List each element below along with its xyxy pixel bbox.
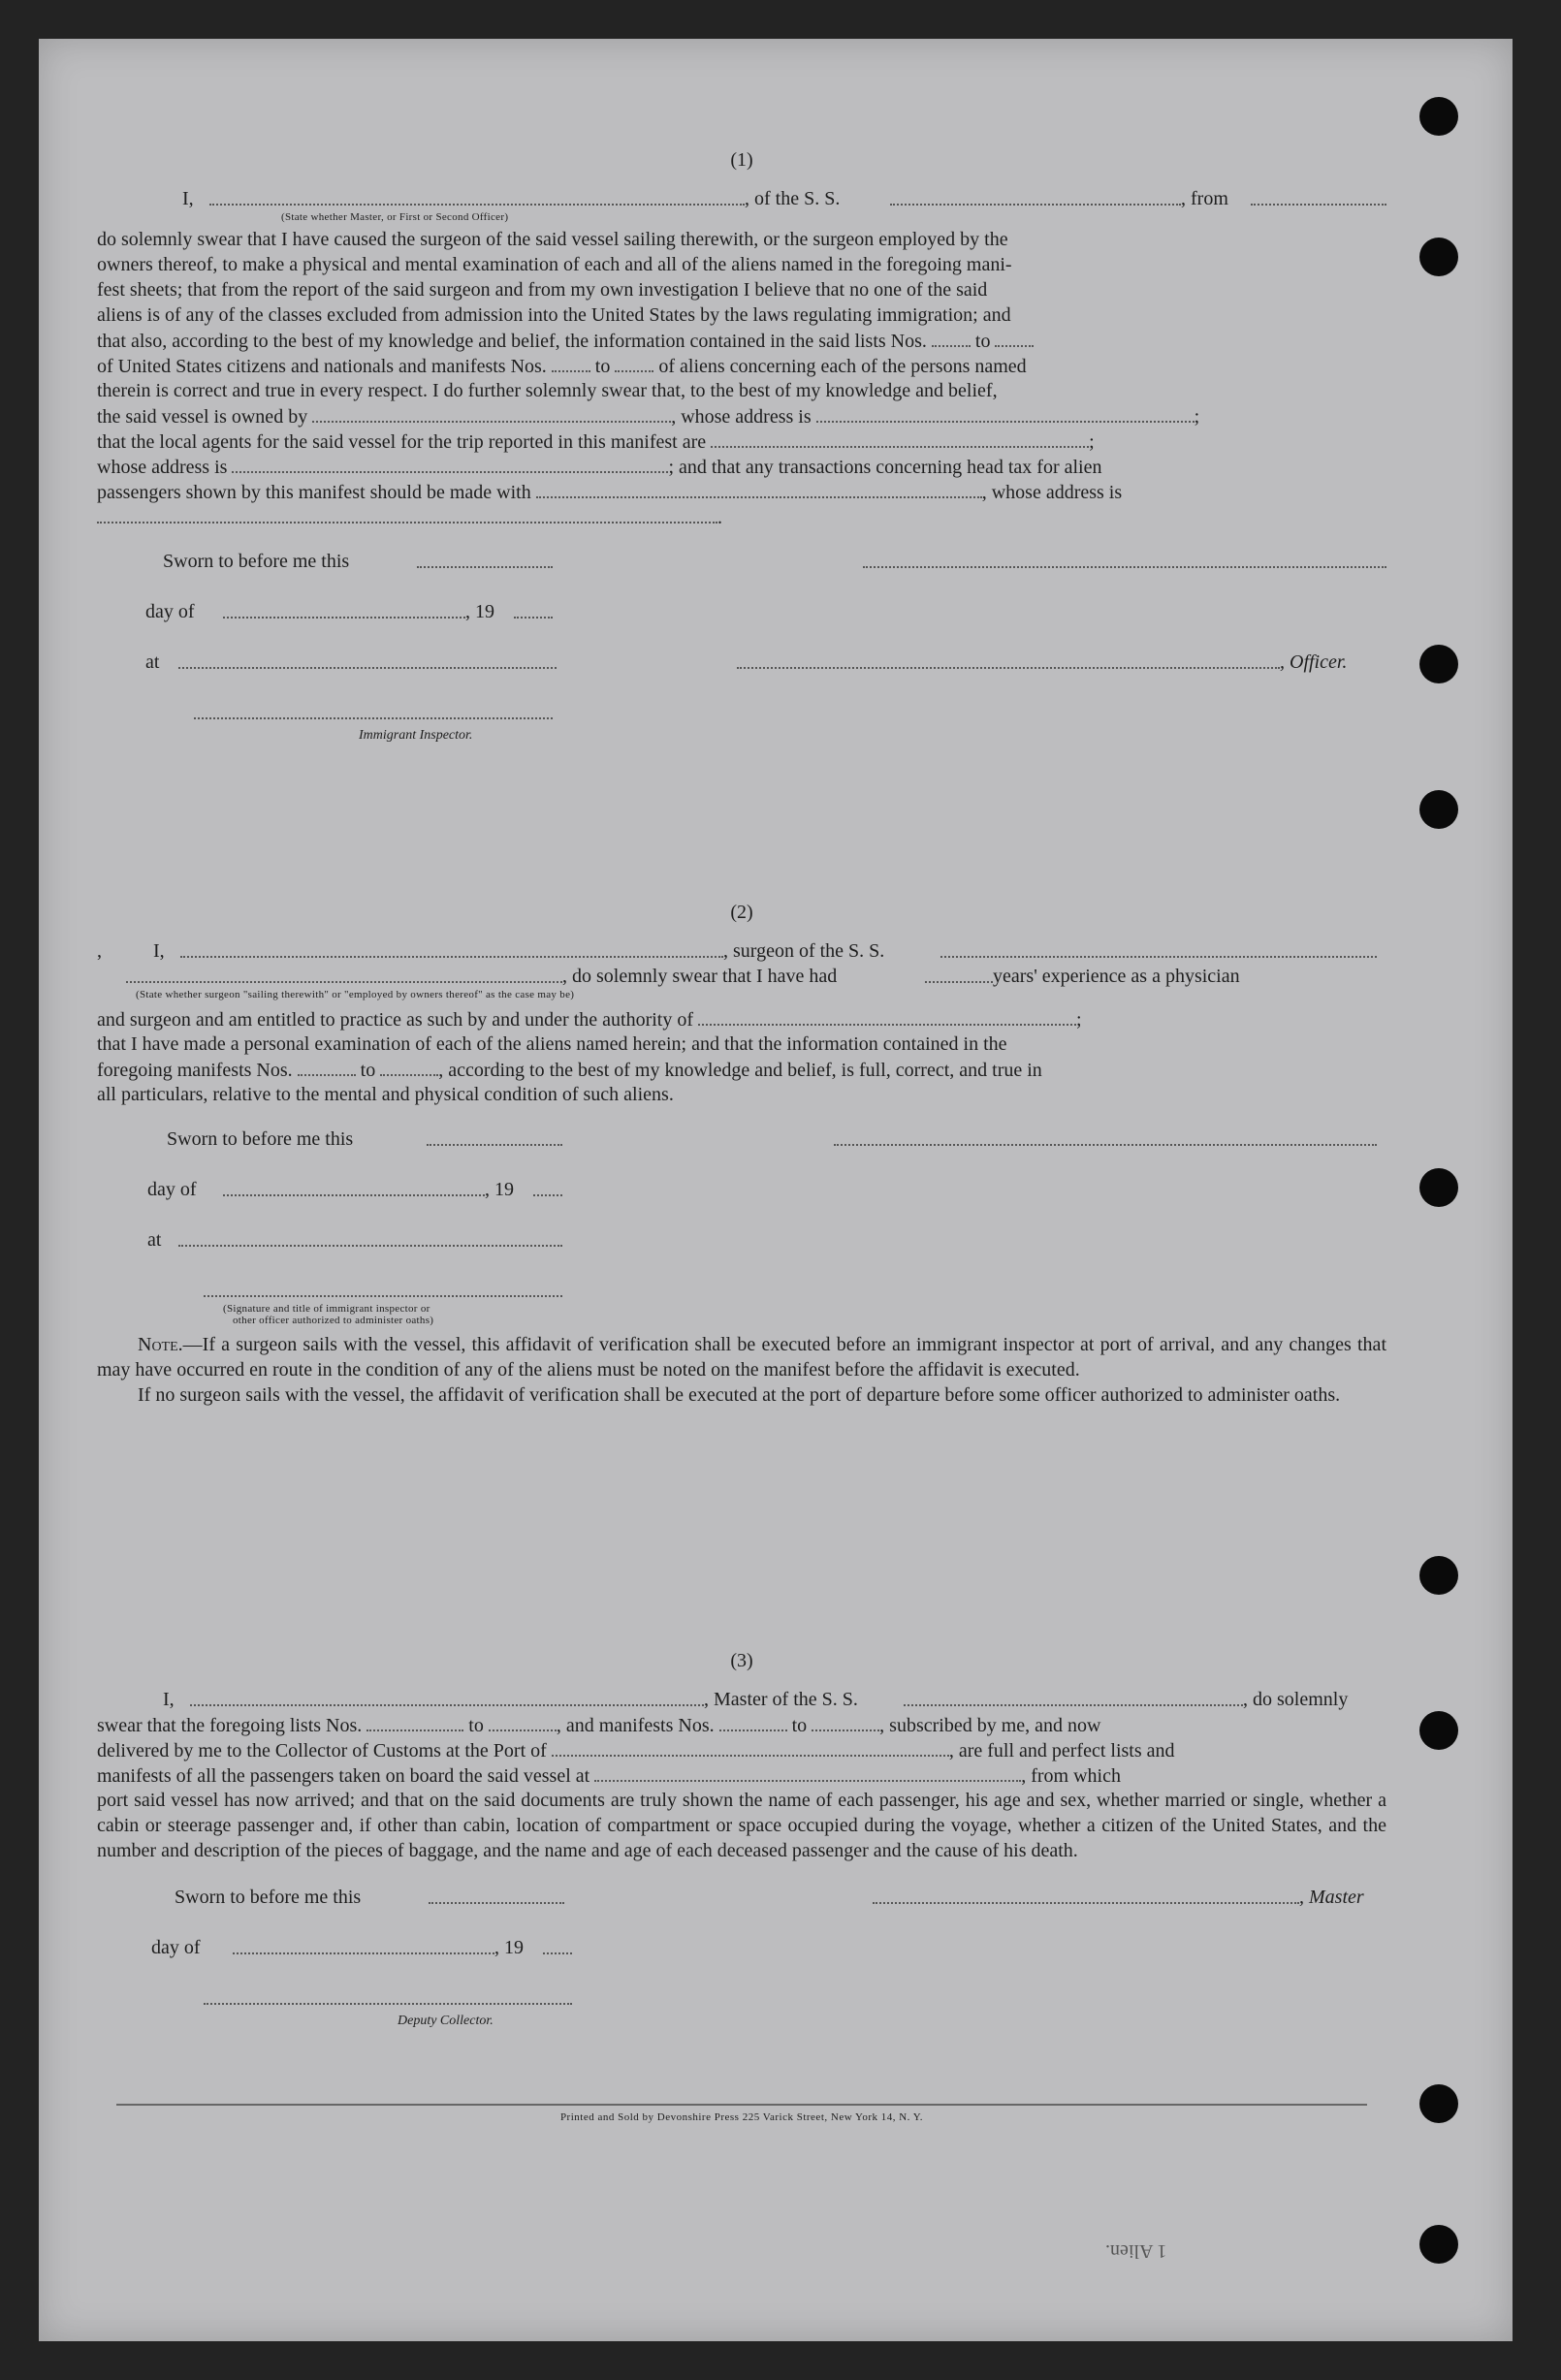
master-label: , Master [1299, 1887, 1364, 1908]
punch-hole [1419, 790, 1458, 829]
text: manifests of all the passengers taken on board the said vessel at [97, 1765, 590, 1787]
text: , 19 [485, 1179, 514, 1200]
sworn-label: Sworn to before me this [175, 1887, 362, 1908]
punch-hole [1419, 97, 1458, 136]
note-text: —If a surgeon sails with the vessel, this affidavit of verification shall be executed before an immigrant inspector at port of arrival, and any changes that may have occurred en route in the condition of any of the aliens must be noted on the manifest before the affidavit is executed. [97, 1334, 1386, 1380]
year-field[interactable] [514, 599, 553, 619]
text: day of [145, 601, 195, 622]
body-line: aliens is of any of the classes excluded from admission into the United States by the laws regulating immigration; and [97, 304, 1011, 326]
text: delivered by me to the Collector of Customs at the Port of [97, 1740, 547, 1761]
text: , Master of the S. S. [704, 1689, 858, 1710]
inspector-label: Immigrant Inspector. [359, 728, 473, 743]
lists-to-field[interactable] [995, 328, 1034, 347]
body-text: port said vessel has now arrived; and that on the said documents are truly shown the name of each passenger, his age and sex, whether married or single, whether a cabin or steerage passenger and, if other than cabin, location of compartment or space occupied during the voyage, whether a citizen of the United States, and the number and description of the pieces of baggage, and the name and age of each deceased passenger and the cause of his death. [97, 1790, 1386, 1861]
surgeon-signature-field[interactable] [834, 1127, 1377, 1146]
section-number: (2) [730, 902, 753, 923]
section-number: (1) [730, 149, 753, 171]
text: , whose address is [981, 482, 1123, 503]
officer-label: , Officer. [1280, 651, 1348, 673]
text: ; and that any transactions concerning head tax for alien [668, 457, 1102, 478]
body-line: do solemnly swear that I have caused the surgeon of the said vessel sailing therewith, or the surgeon employed by the [97, 229, 1008, 250]
printer-footer: Printed and Sold by Devonshire Press 225 Varick Street, New York 14, N. Y. [116, 2104, 1367, 2123]
punch-hole [1419, 238, 1458, 276]
manifests-to-field[interactable] [380, 1057, 438, 1076]
officer-signature-field[interactable] [863, 549, 1386, 568]
text: day of [151, 1937, 201, 1958]
master-name-field[interactable] [190, 1687, 704, 1706]
sworn-date-field[interactable] [427, 1127, 562, 1146]
text: , from [1181, 188, 1228, 209]
punch-hole [1419, 2084, 1458, 2123]
day-of-field[interactable] [223, 599, 465, 619]
body-line: that also, according to the best of my knowledge and belief, the information contained in the said lists Nos. [97, 331, 927, 352]
body-line: whose address is [97, 457, 228, 478]
agents-field[interactable] [711, 428, 1089, 448]
body-line: the said vessel is owned by [97, 406, 308, 428]
master-signature-field[interactable] [873, 1885, 1299, 1904]
signature-caption: (Signature and title of immigrant inspector or [223, 1303, 430, 1315]
manifests-to-field[interactable] [812, 1712, 879, 1731]
punch-hole [1419, 645, 1458, 683]
inverted-stamp: 1 Alien. [1105, 2240, 1167, 2262]
section-2: (2) I, , surgeon of the S. S. , , do solemnly swear that I have had years' experience as a physician (State whether surgeon "sailing therewith" or "employed by owners thereof" as the case may be) and surgeon and am entitled to practice as such by and under the authority of ; that I have made a personal examination of each of the aliens named herein; and that the information contained in the foregoing manifests Nos. to , according to the best of my knowledge and belief, is full, correct, and true in all particulars, relative to the mental and physical condition of such aliens. Sworn to before me this day of , 19 at (Signature and title of immigrant inspector or other officer authorized to administer oaths) Note.—If a surgeon sails with the vessel, this affidavit of verification shall be executed before an immigrant inspector at port of arrival, and any changes that may have occurred en route in the condition of any of the aliens must be noted on the manifest before the affidavit is executed. If no surgeon sails with the vessel, the affidavit of verification shall be executed at the port of departure before some officer authorized to administer oaths. [97, 902, 1386, 1406]
text: I, [163, 1689, 175, 1710]
text: to [360, 1060, 376, 1081]
text: , 19 [465, 601, 494, 622]
text: foregoing manifests Nos. [97, 1060, 293, 1081]
collector-label: Deputy Collector. [398, 2014, 494, 2028]
text: , do solemnly [1243, 1689, 1349, 1710]
text: at [147, 1229, 162, 1251]
text: of aliens concerning each of the persons named [658, 356, 1027, 377]
body-line: of United States citizens and nationals and manifests Nos. [97, 356, 547, 377]
embark-port-field[interactable] [594, 1762, 1021, 1782]
manifests-from-field[interactable] [719, 1712, 787, 1731]
body-line: and surgeon and am entitled to practice as such by and under the authority of [97, 1009, 693, 1031]
signature-caption: other officer authorized to administer oaths) [233, 1315, 434, 1326]
manifests-from-field[interactable] [298, 1057, 356, 1076]
sworn-label: Sworn to before me this [163, 551, 350, 572]
lists-to-field[interactable] [489, 1712, 557, 1731]
body-line: fest sheets; that from the report of the said surgeon and from my own investigation I believe that no one of the said [97, 279, 988, 301]
note-label: Note. [138, 1334, 183, 1355]
authority-field[interactable] [698, 1006, 1076, 1026]
text: , and manifests Nos. [556, 1715, 715, 1736]
text: at [145, 651, 160, 673]
officer-title-field[interactable] [737, 650, 1280, 669]
year-field[interactable] [533, 1177, 562, 1196]
text: swear that the foregoing lists Nos. [97, 1715, 363, 1736]
text: I, [153, 940, 165, 962]
day-of-field[interactable] [233, 1935, 494, 1954]
text: to [468, 1715, 484, 1736]
head-tax-address-field[interactable] [97, 504, 717, 524]
text: , subscribed by me, and now [879, 1715, 1101, 1736]
punch-hole [1419, 1711, 1458, 1750]
surgeon-status-field[interactable] [126, 964, 562, 983]
text: , from which [1021, 1765, 1121, 1787]
body-line: all particulars, relative to the mental and physical condition of such aliens. [97, 1084, 674, 1105]
punch-hole [1419, 2225, 1458, 2264]
caption: (State whether Master, or First or Second Officer) [281, 211, 509, 223]
text: to [594, 356, 611, 377]
surgeon-name-field[interactable] [180, 938, 723, 958]
inspector-signature-field[interactable] [204, 1278, 562, 1297]
year-field[interactable] [543, 1935, 572, 1954]
from-port-field[interactable] [1251, 186, 1386, 206]
owner-field[interactable] [312, 403, 671, 423]
text: , of the S. S. [745, 188, 841, 209]
years-field[interactable] [925, 964, 993, 983]
text: , 19 [494, 1937, 524, 1958]
text: to [974, 331, 991, 352]
note [97, 1332, 1386, 1382]
body-line: that the local agents for the said vessel for the trip reported in this manifest are [97, 431, 707, 453]
form-sheet [39, 39, 1513, 2341]
text: , surgeon of the S. S. [723, 940, 885, 962]
manifests-from-field[interactable] [552, 353, 590, 372]
caption: (State whether surgeon "sailing therewith" or "employed by owners thereof" as the case may be) [136, 989, 575, 1000]
collector-signature-field[interactable] [204, 1985, 572, 2005]
body-line: passengers shown by this manifest should be made with [97, 482, 531, 503]
body-line: that I have made a personal examination of each of the aliens named herein; and that the information contained in the [97, 1033, 1007, 1055]
lists-from-field[interactable] [366, 1712, 463, 1731]
head-tax-party-field[interactable] [536, 479, 982, 498]
note-2: If no surgeon sails with the vessel, the affidavit of verification shall be executed at the port of departure before some officer authorized to administer oaths. [138, 1384, 1341, 1406]
ship-name-field[interactable] [904, 1687, 1243, 1706]
text: years' experience as a physician [993, 966, 1240, 987]
text: , are full and perfect lists and [948, 1740, 1175, 1761]
text: to [791, 1715, 808, 1736]
manifests-to-field[interactable] [615, 353, 653, 372]
day-of-field[interactable] [223, 1177, 485, 1196]
sworn-date-field[interactable] [417, 549, 553, 568]
text: , do solemnly swear that I have had [562, 966, 838, 987]
body-line: owners thereof, to make a physical and mental examination of each and all of the aliens named in the foregoing mani- [97, 254, 1012, 275]
at-field[interactable] [178, 650, 557, 669]
ship-name-field[interactable] [890, 186, 1181, 206]
sworn-label: Sworn to before me this [167, 1128, 354, 1150]
inspector-signature-field[interactable] [194, 700, 553, 719]
section-number: (3) [730, 1650, 753, 1671]
punch-hole [1419, 1556, 1458, 1595]
owner-address-field[interactable] [816, 403, 1195, 423]
agents-address-field[interactable] [232, 454, 668, 473]
ship-name-field[interactable] [940, 938, 1377, 958]
section-1: (1) I, , of the S. S. , from (State whether Master, or First or Second Officer) do solemnly swear that I have caused the surgeon of the said vessel sailing therewith, or the surgeon employed by the owners thereof, to make a physical and mental examination of each and all of the aliens named in the foregoing mani- fest sheets; that from the report of the said surgeon and from my own investigation I believe that no one of the said aliens is of any of the classes excluded from admission into the United States by the laws regulating immigration; and that also, according to the best of my knowledge and belief, the information contained in the said lists Nos. to of United States citizens and nationals and manifests Nos. to of aliens concerning each of the persons named therein is correct and true in every respect. I do further solemnly swear that, to the best of my knowledge and belief, the said vessel is owned by , whose address is ; that the local agents for the said vessel for the trip reported in this manifest are ; whose address is ; and that any transactions concerning head tax for alien passengers shown by this manifest should be made with , whose address is . Sworn to before me this day of , 19 at , Officer. Immigrant Inspector. [97, 147, 1386, 739]
officer-name-field[interactable] [209, 186, 745, 206]
section-3 [97, 1648, 1386, 2028]
text: I, [182, 188, 194, 209]
text: , whose address is [671, 406, 812, 428]
body-line: therein is correct and true in every respect. I do further solemnly swear that, to the best of my knowledge and belief, [97, 380, 998, 401]
punch-hole [1419, 1168, 1458, 1207]
text: day of [147, 1179, 197, 1200]
port-field[interactable] [552, 1737, 949, 1757]
sworn-date-field[interactable] [429, 1885, 564, 1904]
at-field[interactable] [178, 1227, 562, 1247]
text: , according to the best of my knowledge and belief, is full, correct, and true in [438, 1060, 1042, 1081]
lists-from-field[interactable] [932, 328, 971, 347]
